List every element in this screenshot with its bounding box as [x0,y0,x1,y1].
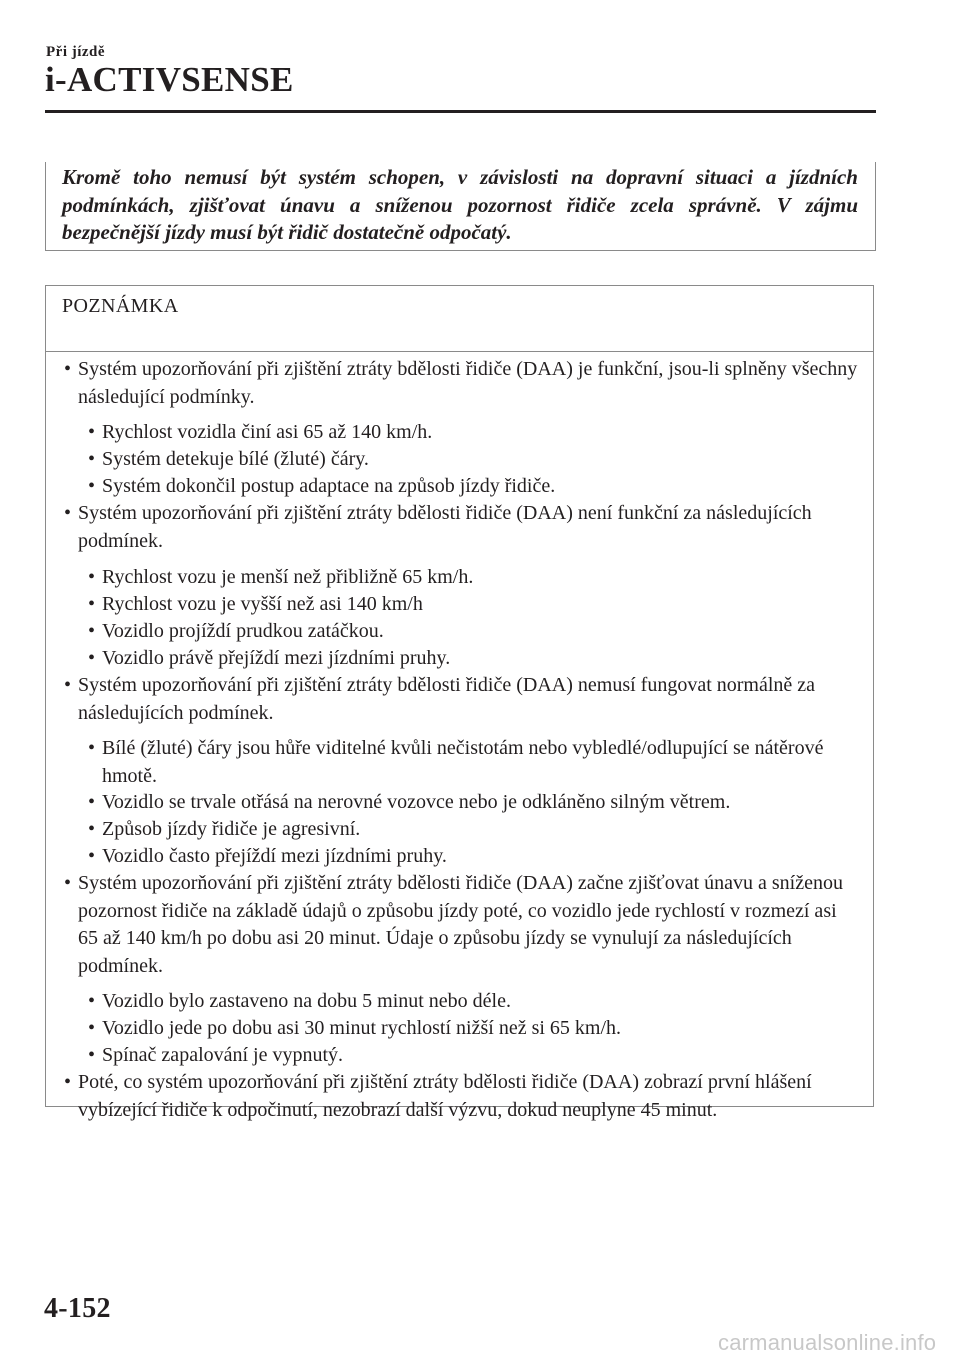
bullet-icon: • [88,566,96,588]
note-item-text: Rychlost vozu je menší než přibližně 65 km/h. [102,566,474,588]
note-item [64,1069,858,1124]
note-subitem [88,789,862,817]
note-subitem [88,591,862,619]
bullet-icon: • [64,502,72,524]
page-title: i-ACTIVSENSE [45,60,294,99]
note-box [45,285,874,1121]
bullet-icon: • [88,448,96,470]
note-item-text: Vozidlo bylo zastaveno na dobu 5 minut nebo déle. [102,990,511,1012]
note-item-text: Vozidlo často přejíždí mezi jízdními pruhy. [102,845,447,867]
note-item-text: Vozidlo projíždí prudkou zatáčkou. [102,620,384,642]
note-subitem [88,419,862,447]
note-item-text: Spínač zapalování je vypnutý. [102,1044,344,1066]
note-item-text: Systém upozorňování při zjištění ztráty bdělosti řidiče (DAA) není funkční za následujících podmínek. [78,502,812,552]
bullet-icon: • [88,647,96,669]
note-heading: POZNÁMKA [46,286,873,352]
note-subitem [88,988,862,1016]
note-item-text: Rychlost vozidla činí asi 65 až 140 km/h. [102,421,433,443]
bullet-icon: • [88,1044,96,1066]
note-item-text: Vozidlo právě přejíždí mezi jízdními pruhy. [102,647,451,669]
bullet-icon: • [64,358,72,380]
note-item-text: Vozidlo se trvale otřásá na nerovné vozovce nebo je odkláněno silným větrem. [102,791,731,813]
page-number: 4-152 [44,1293,111,1324]
note-subitem [88,843,862,871]
warning-text: Kromě toho nemusí být systém schopen, v závislosti na dopravní situaci a jízdních podmínkách, zjišťovat únavu a sníženou pozornost řidiče zcela správně. V zájmu bezpečnější jízdy musí být řidič dostatečně odpočatý. [62,165,858,244]
bullet-icon: • [88,990,96,1012]
note-subitem [88,1015,862,1043]
bullet-icon: • [64,674,72,696]
note-subitem [88,735,862,790]
note-item-text: Rychlost vozu je vyšší než asi 140 km/h [102,593,423,615]
bullet-icon: • [88,593,96,615]
note-item-text: Způsob jízdy řidiče je agresivní. [102,818,361,840]
note-subitem [88,618,862,646]
note-item-text: Systém upozorňování při zjištění ztráty bdělosti řidiče (DAA) je funkční, jsou-li splněny všechny následující podmínky. [78,358,858,408]
note-item [64,500,858,555]
note-item-text: Poté, co systém upozorňování při zjištění ztráty bdělosti řidiče (DAA) zobrazí první hlášení vybízející řidiče k odpočinutí, nezobrazí další výzvu, dokud neuplyne 45 minut. [78,1071,812,1121]
note-item-text: Vozidlo jede po dobu asi 30 minut rychlostí nižší než si 65 km/h. [102,1017,622,1039]
note-subitem [88,473,862,501]
bullet-icon: • [88,737,96,759]
note-item-text: Systém upozorňování při zjištění ztráty bdělosti řidiče (DAA) začne zjišťovat únavu a sníženou pozornost řidiče na základě údajů o způsobu jízdy poté, co vozidlo jede rychlostí v rozmezí asi 65 až 140 km/h po dobu asi 20 minut. Údaje o způsobu jízdy se vynulují za následujících podmínek. [78,872,843,977]
title-rule [45,110,876,113]
bullet-icon: • [88,818,96,840]
note-item-text: Systém upozorňování při zjištění ztráty bdělosti řidiče (DAA) nemusí fungovat normálně za následujících podmínek. [78,674,816,724]
note-item-text: Systém detekuje bílé (žluté) čáry. [102,448,369,470]
note-subitem [88,645,862,673]
note-subitem [88,1042,862,1070]
section-label: Při jízdě [46,44,106,60]
note-item-text: Systém dokončil postup adaptace na způsob jízdy řidiče. [102,475,556,497]
bullet-icon: • [64,872,72,894]
bullet-icon: • [88,475,96,497]
note-item [64,356,858,411]
warning-box [45,162,876,251]
bullet-icon: • [64,1071,72,1093]
bullet-icon: • [88,421,96,443]
watermark: carmanualsonline.info [718,1330,937,1355]
bullet-icon: • [88,620,96,642]
note-item-text: Bílé (žluté) čáry jsou hůře viditelné kvůli nečistotám nebo vybledlé/odlupující se nátěrové hmotě. [102,737,824,787]
note-subitem [88,816,862,844]
note-item [64,870,858,980]
bullet-icon: • [88,1017,96,1039]
note-item [64,672,858,727]
bullet-icon: • [88,791,96,813]
note-subitem [88,564,862,592]
note-subitem [88,446,862,474]
bullet-icon: • [88,845,96,867]
